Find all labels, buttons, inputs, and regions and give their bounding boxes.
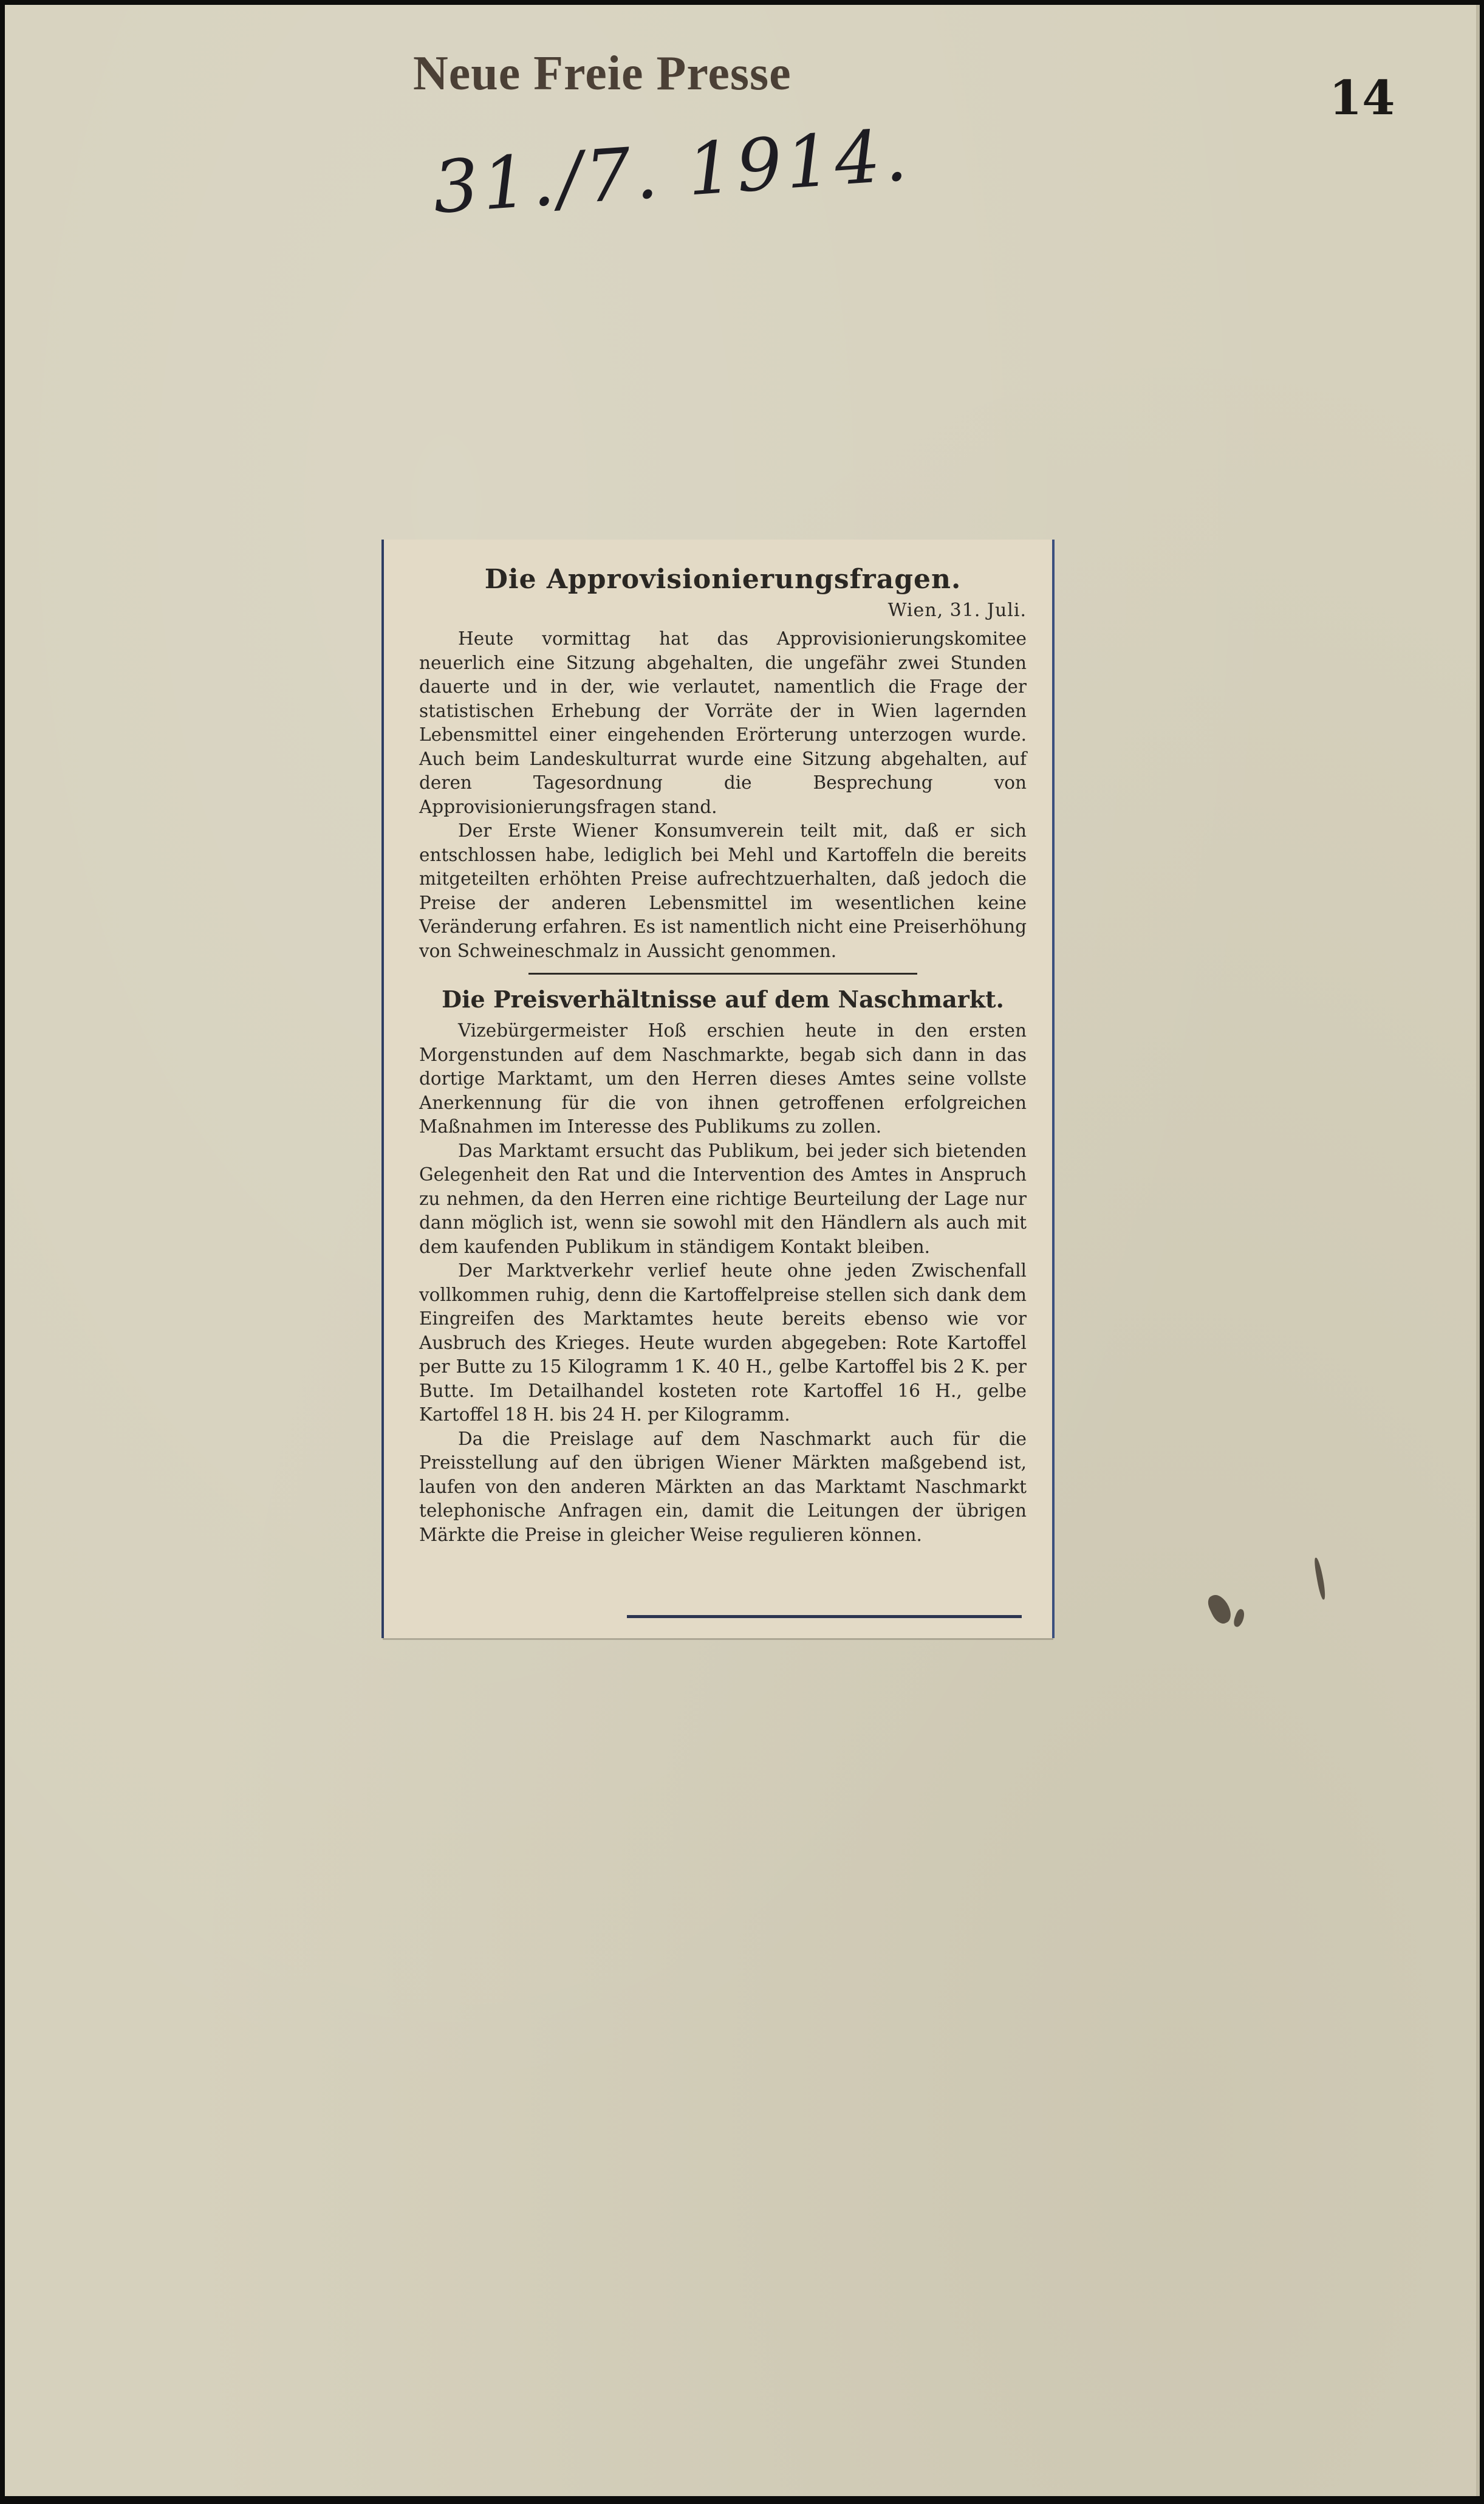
article-paragraph: Der Marktverkehr verlief heute ohne jeden Zwischenfall vollkommen ruhig, denn die Kartoffelpreise stellen sich dank dem Eingreifen des Marktamtes heute bereits ebenso wie vor Ausbruch des Krieges. Heute wurden abgegeben: Rote Kartoffel per Butte zu 15 Kilogramm 1 K. 40 H., gelbe Kartoffel bis 2 K. per Butte. Im Detailhandel kosteten rote Kartoffel 16 H., gelbe Kartoffel 18 H. bis 24 H. per Kilogramm. <box>419 1260 1027 1425</box>
article-paragraph: Der Erste Wiener Konsumverein teilt mit, daß er sich entschlossen habe, lediglich bei Mehl und Kartoffeln die bereits mitgeteilten erhöhten Preise aufrechtzuerhalten, daß jedoch die Preise der anderen Lebensmittel im wesentlichen keine Veränderung erfahren. Es ist namentlich nicht eine Preiserhöhung von Schweineschmalz in Aussicht genommen. <box>419 820 1027 961</box>
newspaper-stamp: Neue Freie Presse <box>413 47 792 100</box>
section-divider <box>528 973 917 975</box>
page-number: 14 <box>1329 70 1395 126</box>
handwritten-date: 31./7. 1914. <box>430 112 914 230</box>
newspaper-clipping <box>381 540 1052 1638</box>
article-paragraph: Da die Preislage auf dem Naschmarkt auch für die Preisstellung auf den übrigen Wiener Märkten maßgebend ist, laufen von den anderen Märkten an das Marktamt Naschmarkt telephonische Anfragen ein, damit die Leitungen der übrigen Märkte die Preise in gleicher Weise regulieren können. <box>419 1428 1027 1545</box>
clipping-blue-edge <box>1052 540 1055 1638</box>
ink-smudge <box>1205 1591 1234 1627</box>
article-headline: Die Approvisionierungsfragen. <box>484 564 962 595</box>
article-paragraph: Vizebürgermeister Hoß erschien heute in den ersten Morgenstunden auf dem Naschmarkte, begab sich dann in das dortige Marktamt, um den Herren dieses Amtes seine vollste Anerkennung für die von ihnen getroffenen erfolgreichen Maßnahmen im Interesse des Publikums zu zollen. <box>419 1020 1027 1137</box>
ink-smudge <box>1232 1608 1246 1628</box>
clipping-bottom-rule <box>627 1615 1022 1618</box>
clipping-text <box>419 564 1027 1547</box>
article-paragraph: Das Marktamt ersucht das Publikum, bei jeder sich bietenden Gelegenheit den Rat und die Intervention des Amtes in Anspruch zu nehmen, da den Herren eine richtige Beurteilung der Lage nur dann möglich ist, wenn sie sowohl mit den Händlern als auch mit dem kaufenden Publikum in ständigem Kontakt bleiben. <box>419 1140 1027 1257</box>
article-dateline: Wien, 31. Juli. <box>887 600 1027 621</box>
ink-smudge <box>1313 1557 1327 1600</box>
article-headline: Die Preisverhältnisse auf dem Naschmarkt. <box>442 986 1004 1013</box>
article-paragraph: Heute vormittag hat das Approvisionierungskomitee neuerlich eine Sitzung abgehalten, die ungefähr zwei Stunden dauerte und in der, wie verlautet, namentlich die Frage der statistischen Erhebung der Vorräte der in Wien lagernden Lebensmittel einer eingehenden Erörterung unterzogen wurde. Auch beim Landeskulturrat wurde eine Sitzung abgehalten, auf deren Tagesordnung die Besprechung von Approvisionierungsfragen stand. <box>419 628 1027 817</box>
archive-sheet <box>5 5 1480 2496</box>
